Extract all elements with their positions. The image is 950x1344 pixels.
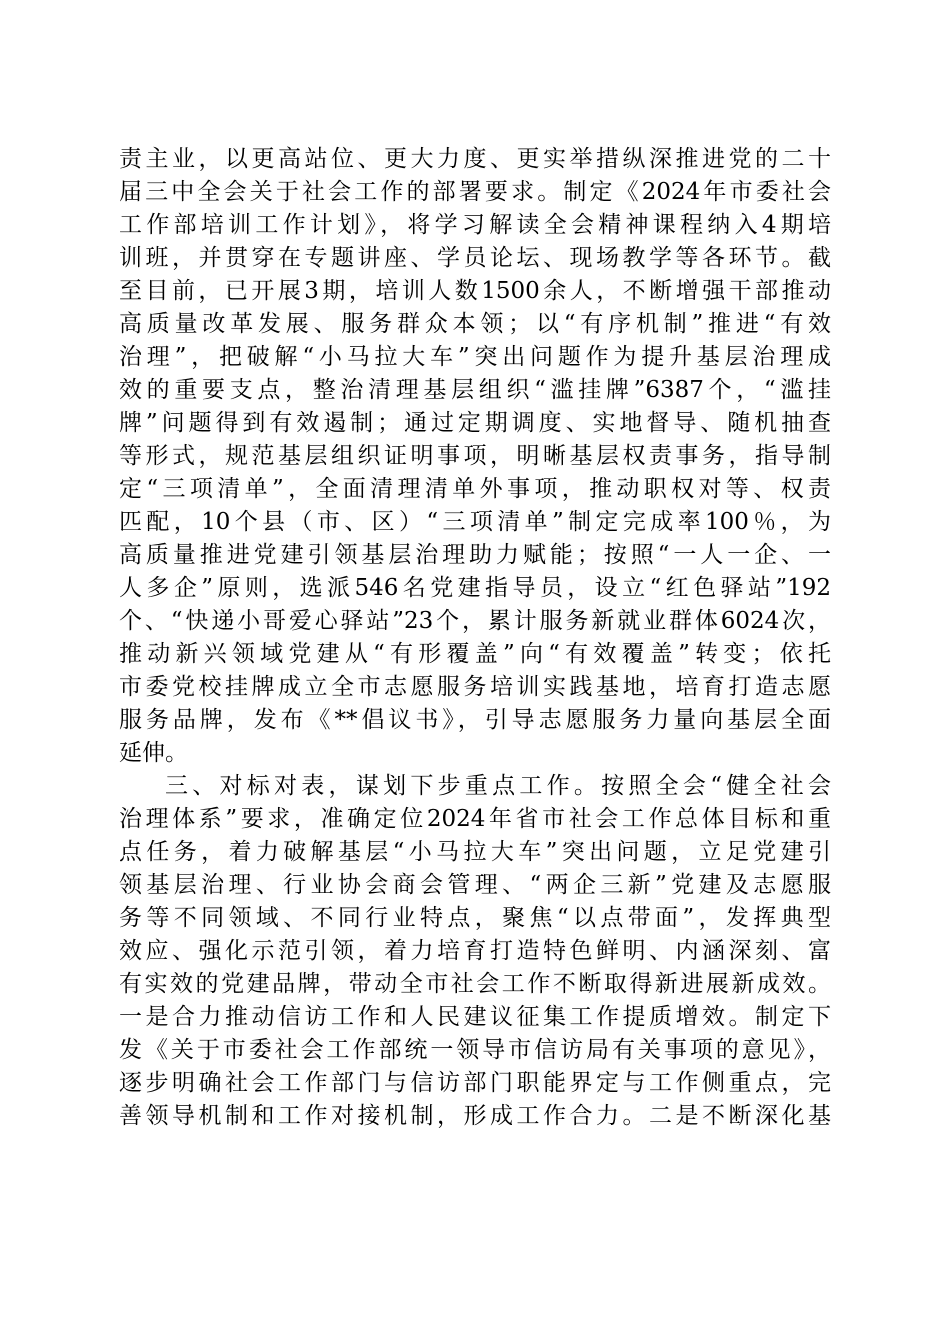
text-line: 有实效的党建品牌，带动全市社会工作不断取得新进展新成效。: [119, 971, 831, 997]
text-line: 服务品牌，发布《**倡议书》，引导志愿服务力量向基层全面: [119, 707, 831, 733]
text-line: 逐步明确社会工作部门与信访部门职能界定与工作侧重点，完: [119, 1070, 831, 1096]
text-line: 匹配，10个县（市、区）“三项清单”制定完成率100％，为: [119, 509, 831, 535]
text-line: 务等不同领域、不同行业特点，聚焦“以点带面”，发挥典型: [119, 905, 831, 931]
text-line: 一是合力推动信访工作和人民建议征集工作提质增效。制定下: [119, 1004, 831, 1030]
text-line: 训班，并贯穿在专题讲座、学员论坛、现场教学等各环节。截: [119, 245, 831, 271]
text-line: 治理”，把破解“小马拉大车”突出问题作为提升基层治理成: [119, 344, 831, 370]
text-line: 定“三项清单”，全面清理清单外事项，推动职权对等、权责: [119, 476, 831, 502]
text-line: 责主业，以更高站位、更大力度、更实举措纵深推进党的二十: [119, 146, 831, 172]
text-line: 等形式，规范基层组织证明事项，明晰基层权责事务，指导制: [119, 443, 831, 469]
paragraph-2: [119, 770, 831, 1133]
text-line: 效的重要支点，整治清理基层组织“滥挂牌”6387个，“滥挂: [119, 377, 831, 403]
text-line: 领基层治理、行业协会商会管理、“两企三新”党建及志愿服: [119, 872, 831, 898]
text-line: 延伸。: [119, 740, 188, 766]
text-line: 市委党校挂牌成立全市志愿服务培训实践基地，培育打造志愿: [119, 674, 831, 700]
text-line: 牌”问题得到有效遏制；通过定期调度、实地督导、随机抽查: [119, 410, 831, 436]
body-text: [119, 143, 831, 1133]
text-line: 人多企”原则，选派546名党建指导员，设立“红色驿站”192: [119, 575, 831, 601]
text-line: 至目前，已开展3期，培训人数1500余人，不断增强干部推动: [119, 278, 831, 304]
text-line: 高质量改革发展、服务群众本领；以“有序机制”推进“有效: [119, 311, 831, 337]
text-line: 高质量推进党建引领基层治理助力赋能；按照“一人一企、一: [119, 542, 831, 568]
text-line: 发《关于市委社会工作部统一领导市信访局有关事项的意见》，: [119, 1037, 831, 1063]
text-line: 工作部培训工作计划》，将学习解读全会精神课程纳入4期培: [119, 212, 831, 238]
text-line: 个、“快递小哥爱心驿站”23个，累计服务新就业群体6024次，: [119, 608, 831, 634]
paragraph-1: [119, 143, 831, 770]
text-line: 治理体系”要求，准确定位2024年省市社会工作总体目标和重: [119, 806, 831, 832]
section-heading-line: 三、对标对表，谋划下步重点工作。按照全会“健全社会: [165, 773, 831, 799]
text-line: 效应、强化示范引领，着力培育打造特色鲜明、内涵深刻、富: [119, 938, 831, 964]
text-line: 点任务，着力破解基层“小马拉大车”突出问题，立足党建引: [119, 839, 831, 865]
text-line: 善领导机制和工作对接机制，形成工作合力。二是不断深化基: [119, 1103, 831, 1129]
text-line: 推动新兴领域党建从“有形覆盖”向“有效覆盖”转变；依托: [119, 641, 831, 667]
text-line: 届三中全会关于社会工作的部署要求。制定《2024年市委社会: [119, 179, 831, 205]
